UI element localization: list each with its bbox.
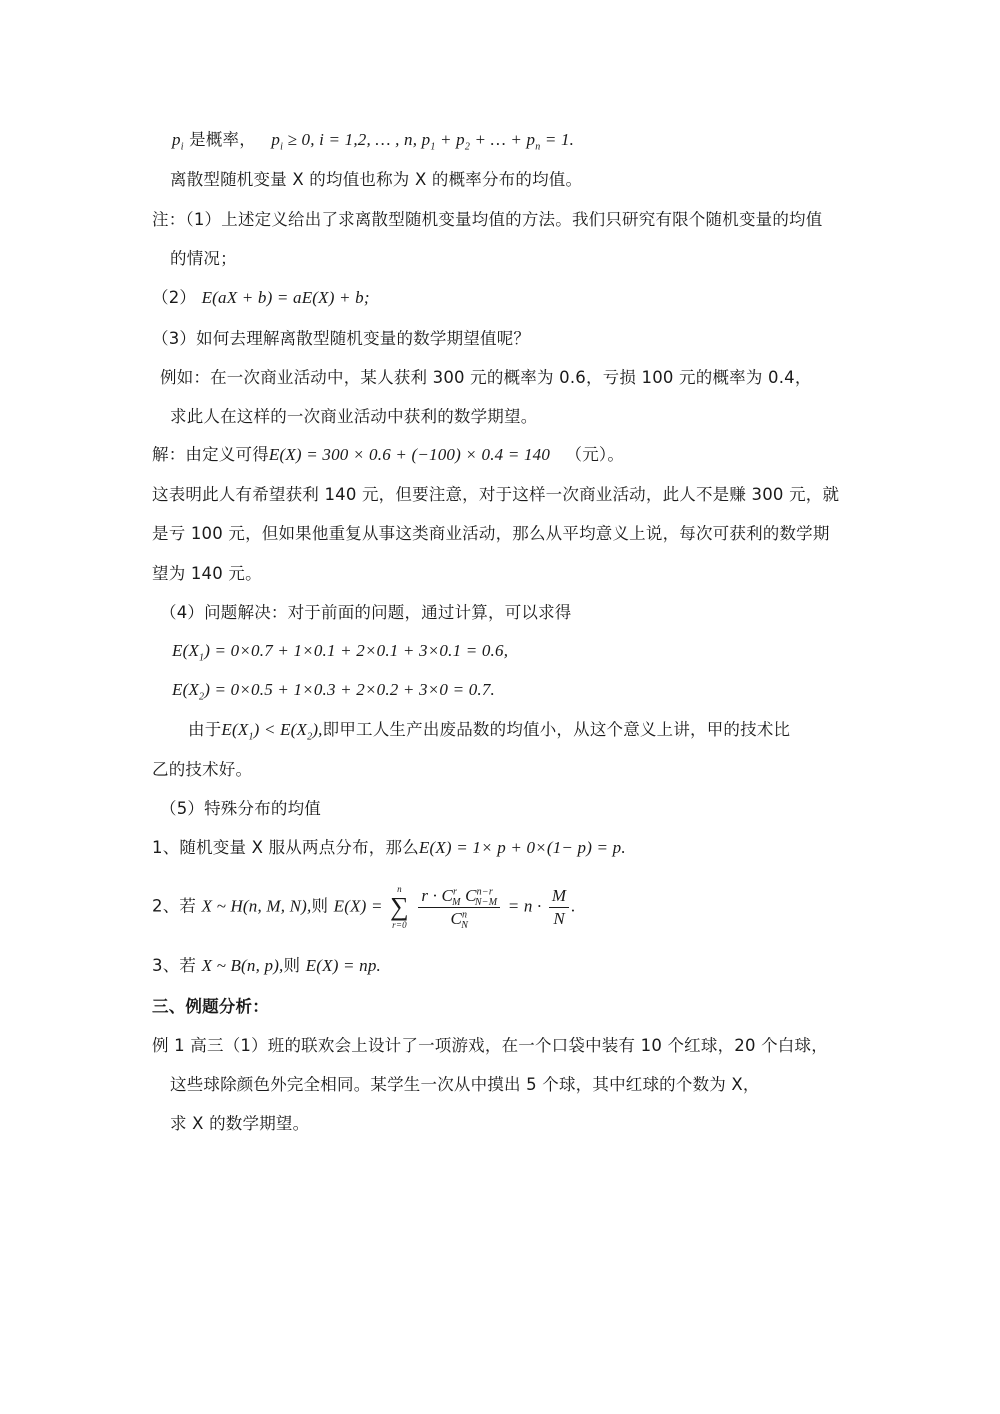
item5-title: （5）特殊分布的均值 <box>160 799 321 818</box>
example-line1: 例如：在一次商业活动中，某人获利 300 元的概率为 0.6，亏损 100 元的概率为 0.4， <box>160 368 812 387</box>
math-comparison: $E(X_1) < E(X_2)$, <box>221 720 323 743</box>
summation-symbol: n ∑ r=0 <box>390 884 409 930</box>
math-pi: $p_i$ <box>172 130 184 153</box>
solution-para-line3: 望为 140 元。 <box>152 564 262 583</box>
math-linearity: E(aX + b) = aE(X) + b; <box>201 288 370 307</box>
note-1-line2: 的情况； <box>170 249 237 268</box>
item4-title: （4）问题解决：对于前面的问题，通过计算，可以求得 <box>160 603 572 622</box>
note-1-line1: 注：（1）上述定义给出了求离散型随机变量均值的方法。我们只研究有限个随机变量的均值 <box>152 210 823 229</box>
note-2: （2） E(aX + b) = aE(X) + b; <box>152 288 370 307</box>
math-two-point: E(X) = 1× p + 0×(1− p) = p. <box>418 838 626 857</box>
hypergeometric-distribution: 2、若 X ~ H(n, M, N),则 E(X) = n ∑ r=0 $\frac{r \cdot C^r_M C^{n-r}_{N-M}}{C^n_N}$ = n · $\frac{M}{N}$ . <box>152 884 576 931</box>
two-point-distribution: 1、随机变量 X 服从两点分布，那么E(X) = 1× p + 0×(1− p) = p. <box>152 838 626 857</box>
binomial-distribution: 3、若 X ~ B(n, p),则 E(X) = np. <box>152 956 381 975</box>
mean-definition-line: 离散型随机变量 X 的均值也称为 X 的概率分布的均值。 <box>170 170 583 189</box>
math-expectation-calc: E(X) = 300 × 0.6 + (−100) × 0.4 = 140 <box>268 445 551 464</box>
solution-line: 解：由定义可得E(X) = 300 × 0.6 + (−100) × 0.4 = 140 （元）。 <box>152 445 625 464</box>
m-over-n-fraction: $\frac{M}{N}$ <box>549 886 569 929</box>
section-heading: 三、例题分析： <box>152 997 269 1016</box>
example1-line3: 求 X 的数学期望。 <box>170 1114 310 1133</box>
math-ex1: $E(X_1) = 0\times 0.7 + 1\times 0.1 + 2\times 0.1 + 3\times 0.1 = 0.6$, <box>172 641 509 664</box>
math-probability-constraints: $p_i \ge 0$, i = 1,2, … , n, $p_1 + p_2$ + … + $p_n = 1$. <box>271 130 575 153</box>
solution-para-line2: 是亏 100 元，但如果他重复从事这类商业活动，那么从平均意义上说，每次可获利的数学期 <box>152 524 830 543</box>
probability-condition-line <box>172 128 574 152</box>
math-ex2: $E(X_2) = 0\times 0.5 + 1\times 0.3 + 2\times 0.2 + 3\times 0 = 0.7$. <box>172 680 495 703</box>
note-3: （3）如何去理解离散型随机变量的数学期望值呢？ <box>152 329 531 348</box>
item4-conclusion-line1: 由于$E(X_1) < E(X_2)$,即甲工人生产出废品数的均值小，从这个意义上讲，甲的技术比 <box>188 720 791 743</box>
example-line2: 求此人在这样的一次商业活动中获利的数学期望。 <box>170 407 538 426</box>
item4-conclusion-line2: 乙的技术好。 <box>152 760 253 779</box>
example1-line2: 这些球除颜色外完全相同。某学生一次从中摸出 5 个球，其中红球的个数为 X， <box>170 1075 760 1094</box>
example1-line1: 例 1 高三（1）班的联欢会上设计了一项游戏，在一个口袋中装有 10 个红球，20 个白球， <box>152 1036 828 1055</box>
hypergeometric-fraction: $\frac{r \cdot C^r_M C^{n-r}_{N-M}}{C^n_N}$ <box>418 886 500 929</box>
solution-para-line1: 这表明此人有希望获利 140 元，但要注意，对于这样一次商业活动，此人不是赚 300 元，就 <box>152 485 840 504</box>
text-is-probability: 是概率， <box>189 130 256 149</box>
